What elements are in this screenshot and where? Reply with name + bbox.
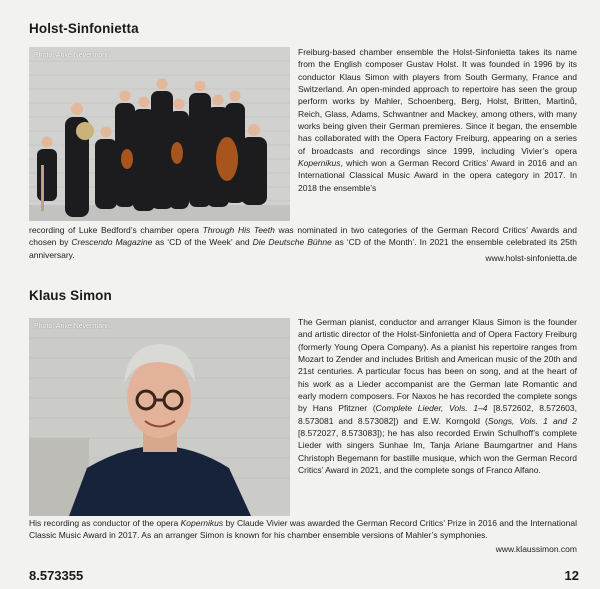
ensemble-bio-text: Freiburg-based chamber ensemble the Holst-Sinfonietta takes its name from the English composer Gustav Holst. It was founded in 1996 by its conductor Klaus Simon with players from South Germany, France and Switzerland. An open-minded approach to repertoire has seen the group perform works by Mahler, Schoenberg, Berg, Holst, Britten, Martinů, Reich, Glass, Adams, Schwantner and Mackey, among others, with many works being given their German premieres. Since it began, the ensemble has collaborated with the Opera Factory Freiburg, appearing on a series of broadcasts and recordings since 1999, including Vivier’s opera Kopernikus, which won a German Record Critics’ Award in 2016 and an International Classical Music Award in the opera category in 2017. In 2018 the ensemble’s [298, 47, 577, 193]
ensemble-photo [29, 47, 290, 221]
klaus-simon-bio-text-continued: His recording as conductor of the opera Kopernikus by Claude Vivier was awarded the German Record Critics’ Prize in 2016 and the International Classic Music Award in 2017. As an arranger Simon is known for his chamber ensemble versions of Mahler’s symphonies. [29, 518, 577, 541]
ensemble-photo-image [29, 47, 290, 221]
page-number: 12 [564, 568, 579, 583]
section-heading-holst-sinfonietta: Holst-Sinfonietta [29, 21, 139, 36]
portrait-photo-image [29, 318, 290, 516]
klaus-simon-bio-text: The German pianist, conductor and arranger Klaus Simon is the founder and artistic director of the Holst-Sinfonietta and of Opera Factory Freiburg (formerly Young Opera Company). As a pianist his repertoire ranges from Mozart to Zender and includes British and American music of the 20th and 21st centuries. A particular focus has been on song, and at the heart of his work as a Lieder accompanist are the German late Romantic and early modern composers. For Naxos he has recorded the complete songs by Hans Pfitzner (Complete Lieder, Vols. 1–4 [8.572602, 8.572603, 8.573081 and 8.573082]) and E.W. Korngold (Songs, Vols. 1 and 2 [8.572027, 8.573083]); he has also recorded Erwin Schulhoff’s complete Lieder with singers Sunhae Im, Tanja Ariane Baumgartner and Hans Christoph Begemann for bastille musique, which won the German Record Critics’ Award in 2021, and the complete songs of Franco Alfano. [298, 317, 578, 476]
klaus-simon-website-link[interactable]: www.klaussimon.com [495, 544, 577, 554]
photo-credit: Photo: Anke Nevermann [34, 323, 110, 330]
photo-credit: Photo: Anke Nevermann [34, 52, 110, 59]
ensemble-website-link[interactable]: www.holst-sinfonietta.de [485, 253, 577, 263]
ensemble-bio-text-continued: recording of Luke Bedford’s chamber opera Through His Teeth was nominated in two categories of the German Record Critics’ Awards and chosen by Crescendo Magazine as ‘CD of the Week’ and Die Deutsche Bühne as ‘CD of the Month’. In 2021 the ensemble celebrated its 25th anniversary. [29, 225, 577, 260]
section-heading-klaus-simon: Klaus Simon [29, 288, 112, 303]
catalogue-number: 8.573355 [29, 568, 84, 583]
portrait-photo [29, 318, 290, 516]
